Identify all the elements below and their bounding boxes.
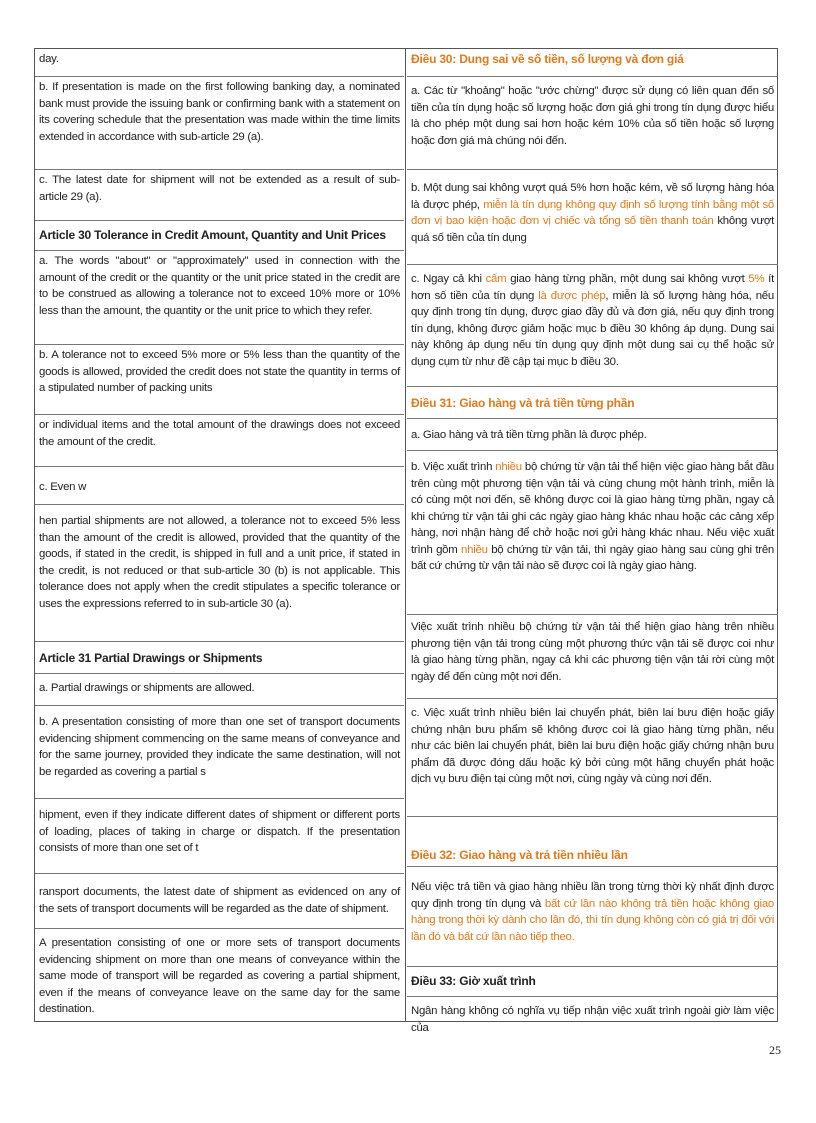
dieu-31-heading: Điều 31: Giao hàng và trả tiền từng phần	[411, 396, 635, 410]
paragraph: b. A tolerance not to exceed 5% more or 5% less than the quantity of the goods is allowed, provided the credit does not state the quantity in terms of a stipulated number of packing units	[39, 349, 400, 394]
paragraph: a. Partial drawings or shipments are allowed.	[39, 682, 255, 694]
text-cell	[407, 419, 778, 451]
paragraph: b. If presentation is made on the first following banking day, a nominated bank must provide the issuing bank or confirming bank with a statement on its covering schedule that the presentation was made within the time limits extended in accordance with sub-article 29 (a).	[39, 81, 400, 143]
text-cell	[407, 615, 778, 699]
article-30-heading: Article 30 Tolerance in Credit Amount, Quantity and Unit Prices	[39, 228, 386, 242]
paragraph: a. The words "about" or "approximately" used in connection with the amount of the credit or the quantity or the unit price stated in the credit are to be construed as allowing a tolerance not to exceed 10% more or 10% less than the amount, the quantity or the unit price to which they refer.	[39, 255, 400, 317]
text-cell	[35, 49, 404, 77]
text-cell	[35, 799, 404, 874]
text-cell	[35, 674, 404, 706]
text-span: b. Một dung sai không vượt quá 5% hơn hoặc kém, về số lượng hàng hóa là được phép,	[411, 182, 774, 211]
heading-cell	[407, 817, 778, 867]
text-cell	[407, 997, 778, 1034]
text-span: giao hàng từng phần, một dung sai không vượt	[506, 273, 749, 285]
highlight-span: là được phép	[538, 289, 606, 302]
paragraph: A presentation consisting of one or more sets of transport documents evidencing shipment on more than one means of conveyance within the same mode of transport will be regarded as covering a partial shipment, even if the means of conveyance leave on the same day for the same destination.	[39, 937, 400, 1015]
text-cell	[407, 867, 778, 967]
heading-cell	[407, 967, 778, 997]
text-cell	[35, 345, 404, 415]
text-cell	[35, 505, 404, 642]
text-cell	[35, 170, 404, 221]
paragraph: c. Việc xuất trình nhiều biên lai chuyển phát, biên lai bưu điện hoặc giấy chứng nhận bưu phẩm sẽ không được coi là giao hàng từng phần, nếu như các biên lai chuyển phát, biên lai bưu điện hoặc giấy chứng nhận bưu phẩm đã được đóng dấu hoặc ký bởi cùng một hãng chuyển phát hoặc dịch vụ bưu điện tại cùng một nơi, cùng ngày và cùng nơi đến.	[411, 707, 774, 785]
paragraph: Việc xuất trình nhiều bộ chứng từ vận tải thể hiện giao hàng trên nhiều phương tiện vận tải trong cùng một phương thức vận tải sẽ được coi như là giao hàng từng phần, ngay cả khi các phương tiện vận tải rời cùng một ngày để đến cùng một nơi đến.	[411, 621, 774, 683]
paragraph: ransport documents, the latest date of shipment as evidenced on any of the sets of transport documents will be regarded as the date of shipment.	[39, 886, 400, 915]
highlight-span: miễn là tín dụng không quy định số lượng tính bằng một số đơn vị bao kiện hoặc đơn vị chiếc và tổng số tiền thanh toán	[411, 198, 774, 227]
highlight-span: nhiều	[495, 461, 522, 473]
paragraph	[411, 459, 774, 575]
text-span: Nếu việc trả tiền và giao hàng nhiều lần trong từng thời kỳ nhất định được quy định trong tín dụng và	[411, 881, 774, 910]
english-column	[35, 49, 404, 1021]
heading-cell	[35, 642, 404, 674]
text-span: , miễn là số lượng hàng hóa, nếu quy định trong tín dụng, được giao đầy đủ và đơn giá, nếu quy định trong tín dụng, không được giảm hoặc mục b điều 30 không áp dụng. Dung sai này không áp dụng nếu tín dụng quy định một dung sai cụ thể hoặc sử dụng cụm từ như đề cập tại mục b điều 30.	[411, 289, 774, 368]
text-span: bộ chứng từ vận tải thể hiện việc giao hàng bắt đầu trên cùng một phương tiện vận tải và cùng chung một hành trình, miễn là có cùng một nơi đến, sẽ không được coi là giao hàng từng phần, ngay cả khi chứng từ vận tải ghi các ngày giao hàng khác nhau hoặc các cảng xếp hàng, nơi nhận hàng để chở hoặc nơi gửi hàng khác nhau. Nếu việc xuất trình gồm	[411, 461, 774, 556]
text-cell	[35, 706, 404, 799]
text-cell	[35, 77, 404, 170]
paragraph: hen partial shipments are not allowed, a tolerance not to exceed 5% less than the amount of the credit is allowed, provided that the quantity of the goods, if stated in the credit, is shipped in full and a unit price, if stated in the credit, is not reduced or that sub-article 30 (b) is not applicable. This tolerance does not apply when the credit stipulates a specific tolerance or uses the expressions referred to in sub-article 30 (a).	[39, 515, 400, 610]
paragraph: c. The latest date for shipment will not be extended as a result of sub-article 29 (a).	[39, 174, 400, 203]
text-cell	[35, 929, 404, 1023]
highlight-span: 5%	[748, 273, 765, 285]
text-cell	[407, 170, 778, 265]
paragraph	[411, 271, 774, 370]
paragraph: or individual items and the total amount of the drawings does not exceed the amount of the credit.	[39, 419, 400, 448]
heading-cell	[35, 221, 404, 251]
paragraph	[411, 879, 774, 945]
text-cell	[407, 451, 778, 615]
paragraph: c. Even w	[39, 481, 87, 493]
text-cell	[407, 265, 778, 387]
article-31-heading: Article 31 Partial Drawings or Shipments	[39, 651, 263, 665]
dieu-33-heading: Điều 33: Giờ xuất trình	[411, 974, 536, 988]
page-number: 25	[769, 1043, 781, 1057]
paragraph: b. A presentation consisting of more than one set of transport documents evidencing shipment commencing on the same means of conveyance and for the same journey, provided they indicate the same destination, will not be regarded as covering a partial s	[39, 716, 400, 778]
column-divider	[405, 49, 406, 1021]
text-span: không vượt quá số tiền của tín dụng	[411, 215, 774, 244]
dieu-30-heading: Điều 30: Dung sai về số tiền, số lượng và đơn giá	[411, 52, 684, 66]
text-span: bộ chứng từ vận tải, thì ngày giao hàng sau cùng ghi trên bất cứ chứng từ vận tải nào sẽ được coi là ngày giao hàng.	[411, 543, 774, 572]
dieu-32-heading: Điều 32: Giao hàng và trả tiền nhiều lần	[411, 848, 628, 862]
heading-cell	[407, 387, 778, 419]
paragraph: day.	[39, 53, 59, 65]
text-cell	[407, 699, 778, 817]
highlight-span: cấm	[485, 273, 507, 285]
document-table	[34, 48, 778, 1034]
text-cell	[35, 251, 404, 345]
text-cell	[35, 415, 404, 467]
paragraph: Ngân hàng không có nghĩa vụ tiếp nhận việc xuất trình ngoài giờ làm việc của	[411, 1005, 774, 1034]
text-cell	[407, 77, 778, 170]
text-cell	[35, 874, 404, 929]
text-span: b. Việc xuất trình	[411, 461, 496, 473]
highlight-span: bất cứ lần nào không trả tiền hoặc không giao hàng trong thời kỳ dành cho lần đó, thì tín dụng không còn có giá trị đối với lần đó và bất cứ lần nào tiếp theo.	[411, 897, 774, 943]
paragraph: hipment, even if they indicate different dates of shipment or different ports of loading, places of taking in charge or dispatch. If the presentation consists of more than one set of t	[39, 809, 400, 854]
highlight-span: nhiều	[461, 543, 488, 556]
paragraph: a. Các từ "khoảng" hoặc "ước chừng" được sử dụng có liên quan đến số tiền của tín dụng hoặc số lượng hoặc đơn giá ghi trong tín dụng được hiểu là cho phép một dung sai hơn hoặc kém 10% của số tiền hoặc số lượng hoặc đơn giá mà chúng nói đến.	[411, 85, 774, 147]
text-span: ít hơn số tiền của tín dụng	[411, 273, 774, 302]
vietnamese-column	[407, 49, 778, 1034]
paragraph	[411, 180, 774, 246]
text-cell	[35, 467, 404, 505]
paragraph: a. Giao hàng và trả tiền từng phần là được phép.	[411, 429, 647, 441]
heading-cell	[407, 49, 778, 77]
text-span: c. Ngay cả khi	[411, 273, 486, 285]
